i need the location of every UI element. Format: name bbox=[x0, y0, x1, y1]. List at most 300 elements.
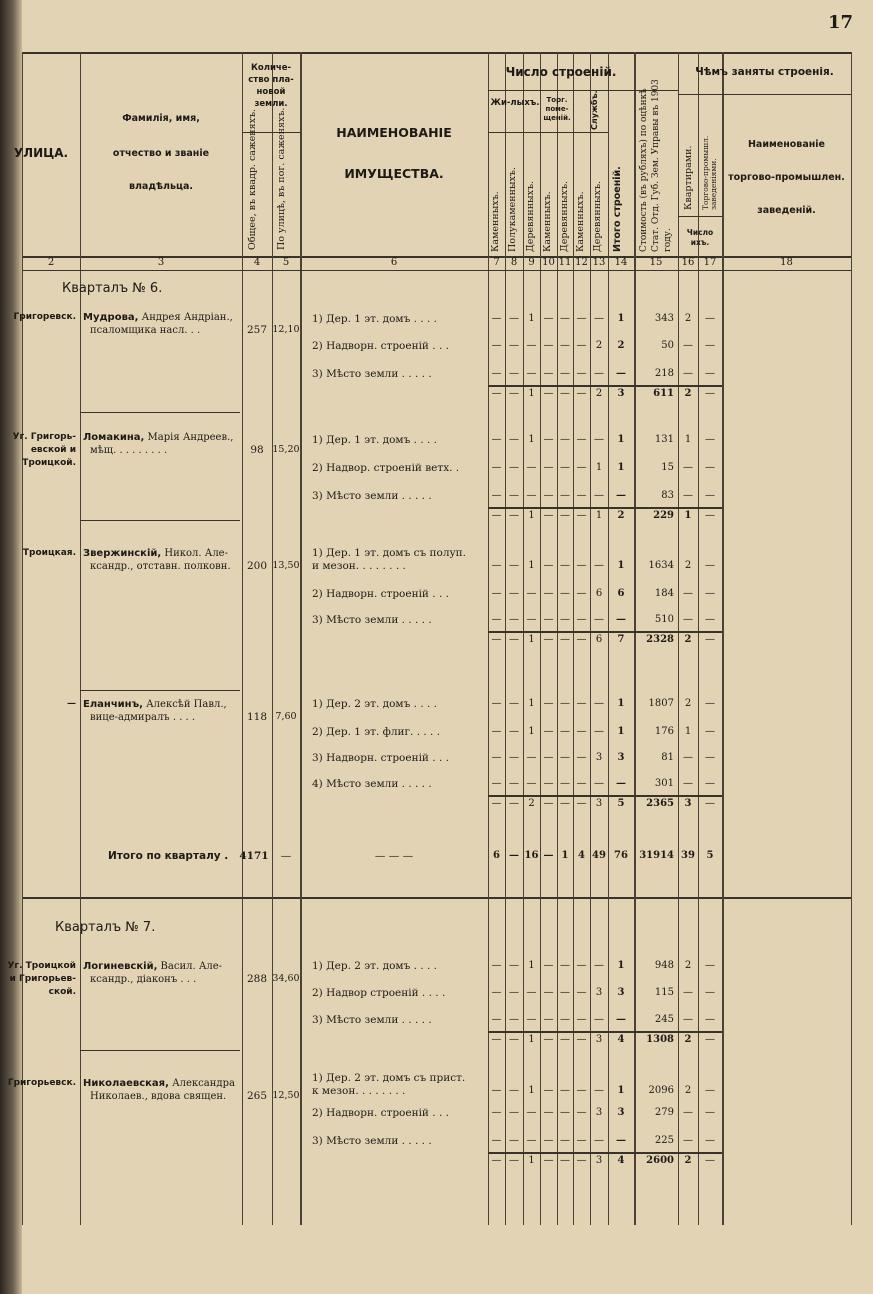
building-count: — bbox=[560, 1107, 570, 1118]
building-count: — bbox=[594, 490, 604, 501]
building-count: 2 bbox=[595, 340, 603, 351]
property-header-l2: ИМУЩЕСТВА. bbox=[344, 166, 444, 181]
trade-inst-count: — bbox=[705, 960, 715, 971]
building-count: 3 bbox=[595, 798, 603, 809]
building-count: — bbox=[526, 778, 537, 789]
building-count: — bbox=[560, 726, 570, 737]
building-count: — bbox=[576, 560, 587, 571]
trade-inst-count: — bbox=[705, 560, 715, 571]
property-value: 50 bbox=[661, 340, 674, 351]
building-count: — bbox=[543, 987, 554, 998]
street-length: 12,10 bbox=[272, 324, 300, 335]
column-number: 18 bbox=[780, 257, 793, 268]
owner-title: Николаев., вдова священ. bbox=[90, 1091, 227, 1102]
apartments-count: — bbox=[683, 778, 693, 789]
owner-name bbox=[83, 960, 241, 973]
building-count: — bbox=[576, 490, 587, 501]
total-buildings: — bbox=[616, 490, 626, 501]
land-total: 200 bbox=[246, 560, 268, 572]
apartments-count: — bbox=[683, 1014, 693, 1025]
property-value: 115 bbox=[654, 987, 674, 998]
building-count: — bbox=[594, 960, 604, 971]
book-spine bbox=[0, 0, 22, 1294]
property-label: 3) Мѣсто земли . . . . . bbox=[312, 368, 432, 380]
total-buildings: 3 bbox=[617, 1107, 625, 1118]
building-count: — bbox=[576, 510, 587, 521]
column-line bbox=[851, 52, 852, 1225]
owner-given-name: Марія Андреев., bbox=[144, 432, 234, 443]
total-buildings: 1 bbox=[617, 698, 625, 709]
building-count: — bbox=[576, 368, 587, 379]
property-value: 948 bbox=[654, 960, 674, 971]
building-count: — bbox=[526, 490, 537, 501]
building-count: — bbox=[491, 1135, 502, 1146]
owner-given-name: Никол. Але- bbox=[161, 548, 228, 559]
column-number: 4 bbox=[253, 257, 261, 268]
building-count: — bbox=[543, 726, 554, 737]
property-value: 229 bbox=[653, 510, 674, 521]
building-count: — bbox=[491, 388, 502, 399]
building-count: — bbox=[594, 1014, 604, 1025]
building-count: 1 bbox=[595, 462, 603, 473]
building-type-header: Деревянныхъ. bbox=[592, 180, 603, 252]
street-length: 34,60 bbox=[272, 973, 300, 984]
column-line bbox=[300, 52, 302, 1225]
building-count: — bbox=[509, 698, 519, 709]
total-buildings: — bbox=[616, 614, 626, 625]
property-label: 3) Мѣсто земли . . . . . bbox=[312, 614, 432, 626]
quarter-total-count: — bbox=[543, 850, 554, 861]
trade-inst-count: — bbox=[705, 313, 715, 324]
building-count: — bbox=[509, 1135, 519, 1146]
owner-street: — bbox=[67, 699, 76, 709]
quarter-total-count: — bbox=[509, 850, 519, 861]
building-count: — bbox=[543, 560, 554, 571]
building-count: — bbox=[509, 614, 519, 625]
column-number: 9 bbox=[528, 257, 535, 268]
building-count: — bbox=[576, 614, 587, 625]
quarter-total-property: — — — bbox=[374, 850, 414, 862]
trade-inst-header: Торгово-промышл. заведеніями. bbox=[701, 135, 718, 210]
rule-line bbox=[678, 216, 722, 217]
property-label-cont: и мезон. . . . . . . . bbox=[312, 560, 406, 572]
property-value: 15 bbox=[661, 462, 674, 473]
building-count: — bbox=[491, 778, 502, 789]
building-count: — bbox=[543, 798, 554, 809]
apartments-count: — bbox=[683, 490, 693, 501]
column-number: 10 bbox=[542, 257, 555, 268]
apartments-count: — bbox=[683, 588, 693, 599]
building-type-header: Деревянныхъ. bbox=[525, 180, 536, 252]
building-count: — bbox=[526, 987, 537, 998]
building-count: — bbox=[543, 778, 554, 789]
trade-inst-count: — bbox=[705, 434, 715, 445]
owner-street: евской и bbox=[30, 445, 76, 455]
land-street-header: По улицѣ, въ пог. саженяхъ. bbox=[276, 107, 287, 250]
owner-title: мѣщ. . . . . . . . . bbox=[90, 445, 168, 456]
land-qty-header: Количе-ство пла-новой земли. bbox=[248, 63, 294, 109]
owner-header-l2: отчество и званіе bbox=[112, 148, 210, 159]
building-count: — bbox=[491, 340, 502, 351]
building-count: — bbox=[491, 1014, 502, 1025]
enterprise-header-l2: торгово-промышлен. bbox=[728, 172, 845, 183]
property-value: 131 bbox=[654, 434, 674, 445]
total-buildings: 7 bbox=[617, 634, 625, 645]
trade-inst-count: — bbox=[705, 698, 715, 709]
building-count: — bbox=[560, 510, 570, 521]
trade-inst-count: — bbox=[705, 1085, 715, 1096]
trade-inst-count: — bbox=[705, 340, 715, 351]
column-line bbox=[272, 52, 273, 1225]
property-value: 2328 bbox=[646, 634, 674, 645]
column-number: 14 bbox=[614, 257, 628, 268]
building-count: — bbox=[560, 698, 570, 709]
trade-inst-count: — bbox=[705, 1034, 715, 1045]
rule-line bbox=[488, 132, 608, 133]
total-buildings: 5 bbox=[617, 798, 625, 809]
owner-street: и Григорьев- bbox=[9, 974, 76, 984]
trade-inst-count: — bbox=[705, 614, 715, 625]
trade-inst-count: — bbox=[705, 588, 715, 599]
land-total: 118 bbox=[246, 711, 268, 723]
trade-inst-count: — bbox=[705, 798, 715, 809]
owner-surname: Звержинскій, bbox=[83, 548, 162, 559]
building-count: — bbox=[594, 698, 604, 709]
building-count: — bbox=[543, 1014, 554, 1025]
column-line bbox=[242, 52, 243, 1225]
trade-inst-count: — bbox=[705, 388, 715, 399]
building-type-header: Полукаменныхъ. bbox=[507, 167, 518, 252]
owner-given-name: Андрея Андріан., bbox=[138, 312, 233, 323]
street-header: УЛИЦА. bbox=[13, 146, 69, 160]
column-number: 8 bbox=[510, 257, 518, 268]
street-length: 15,20 bbox=[272, 444, 300, 455]
property-value: 611 bbox=[653, 388, 674, 399]
street-length: 13,50 bbox=[272, 560, 300, 571]
column-line bbox=[722, 52, 724, 1225]
building-count: — bbox=[526, 1135, 537, 1146]
building-count: — bbox=[543, 368, 554, 379]
building-count: 1 bbox=[528, 510, 535, 521]
building-count: — bbox=[576, 1085, 587, 1096]
building-count: 3 bbox=[595, 1034, 603, 1045]
building-count: — bbox=[509, 490, 519, 501]
building-count: 2 bbox=[595, 388, 603, 399]
building-count: 1 bbox=[528, 960, 535, 971]
building-count: — bbox=[560, 462, 570, 473]
column-number: 16 bbox=[681, 257, 695, 268]
building-count: — bbox=[543, 698, 554, 709]
apartments-count: 2 bbox=[684, 1155, 692, 1166]
property-value: 2600 bbox=[646, 1155, 674, 1166]
building-count: 1 bbox=[528, 388, 535, 399]
building-count: — bbox=[576, 960, 587, 971]
property-value: 510 bbox=[654, 614, 674, 625]
building-count: — bbox=[491, 1034, 502, 1045]
rule-line bbox=[80, 520, 240, 521]
building-count: — bbox=[491, 1085, 502, 1096]
building-count: — bbox=[491, 368, 502, 379]
building-count: — bbox=[560, 1014, 570, 1025]
building-type-header: Каменныхъ. bbox=[575, 191, 586, 252]
owner-surname: Николаевская, bbox=[83, 1078, 169, 1089]
property-label: 3) Мѣсто земли . . . . . bbox=[312, 1014, 432, 1026]
building-count: — bbox=[509, 1085, 519, 1096]
owner-street: Уг. Григорь- bbox=[12, 432, 76, 442]
property-label: 2) Надворн. строеній . . . bbox=[312, 1107, 449, 1119]
building-count: — bbox=[526, 588, 537, 599]
building-count: 1 bbox=[528, 1085, 535, 1096]
property-value: 343 bbox=[654, 313, 674, 324]
building-count: — bbox=[594, 313, 604, 324]
building-count: — bbox=[560, 340, 570, 351]
column-number: 3 bbox=[157, 257, 165, 268]
building-count: — bbox=[560, 634, 570, 645]
rule-line bbox=[22, 270, 851, 271]
building-count: — bbox=[509, 560, 519, 571]
apartments-count: 3 bbox=[684, 798, 692, 809]
total-buildings: 1 bbox=[617, 462, 625, 473]
building-count: — bbox=[560, 490, 570, 501]
building-count: — bbox=[560, 313, 570, 324]
owner-given-name: Александра bbox=[168, 1078, 235, 1089]
building-count: — bbox=[509, 462, 519, 473]
building-count: — bbox=[594, 726, 604, 737]
property-label: 1) Дер. 2 эт. домъ съ прист. bbox=[312, 1072, 466, 1084]
building-type-header: Каменныхъ. bbox=[490, 191, 501, 252]
trade-inst-count: — bbox=[705, 1155, 715, 1166]
owner-street: Троицкая. bbox=[22, 548, 76, 558]
property-label-cont: к мезон. . . . . . . . bbox=[312, 1085, 406, 1097]
building-count: — bbox=[576, 588, 587, 599]
building-count: 3 bbox=[595, 987, 603, 998]
quarter-total-count: 16 bbox=[524, 850, 539, 861]
building-count: 1 bbox=[528, 1155, 535, 1166]
building-count: — bbox=[560, 960, 570, 971]
column-number: 12 bbox=[575, 257, 588, 268]
building-count: — bbox=[509, 634, 519, 645]
trade-inst-count: — bbox=[705, 490, 715, 501]
building-count: — bbox=[509, 1014, 519, 1025]
quarter-total-count: 49 bbox=[592, 850, 606, 861]
owner-street: Григоревск. bbox=[13, 312, 76, 322]
building-count: — bbox=[509, 987, 519, 998]
building-count: — bbox=[543, 614, 554, 625]
property-value: 225 bbox=[654, 1135, 674, 1146]
property-label: 3) Мѣсто земли . . . . . bbox=[312, 490, 432, 502]
column-number: 15 bbox=[649, 257, 663, 268]
property-value: 81 bbox=[661, 752, 674, 763]
total-buildings: — bbox=[616, 778, 626, 789]
owner-name bbox=[83, 547, 241, 560]
owner-title: вице-адмиралъ . . . . bbox=[90, 712, 196, 723]
building-count: — bbox=[543, 588, 554, 599]
buildings-header: Число строеній. bbox=[505, 65, 617, 79]
building-count: — bbox=[576, 313, 587, 324]
street-length: 12,50 bbox=[272, 1090, 300, 1101]
count-header: Число ихъ. bbox=[686, 228, 714, 247]
apartments-count: 2 bbox=[684, 1034, 692, 1045]
building-count: — bbox=[560, 388, 570, 399]
building-count: — bbox=[509, 1107, 519, 1118]
building-count: — bbox=[543, 752, 554, 763]
column-number: 2 bbox=[47, 257, 55, 268]
building-count: — bbox=[526, 462, 537, 473]
property-label: 3) Мѣсто земли . . . . . bbox=[312, 1135, 432, 1147]
property-label: 1) Дер. 1 эт. домъ . . . . bbox=[312, 313, 437, 325]
property-value: 279 bbox=[654, 1107, 674, 1118]
building-count: — bbox=[491, 798, 502, 809]
column-number: 6 bbox=[390, 257, 398, 268]
total-buildings: 1 bbox=[617, 1085, 625, 1096]
trade-inst-count: — bbox=[705, 1014, 715, 1025]
column-number: 11 bbox=[558, 257, 572, 268]
apartments-count: 2 bbox=[684, 698, 692, 709]
building-count: — bbox=[594, 368, 604, 379]
property-label: 1) Дер. 1 эт. домъ . . . . bbox=[312, 434, 437, 446]
total-buildings: 2 bbox=[617, 340, 625, 351]
column-number: 7 bbox=[493, 257, 500, 268]
quarter-total-inst: 5 bbox=[706, 850, 714, 861]
building-count: 3 bbox=[595, 1107, 603, 1118]
rule-line bbox=[22, 897, 851, 899]
building-count: — bbox=[576, 462, 587, 473]
quarter-total-count: 1 bbox=[561, 850, 569, 861]
building-count: — bbox=[576, 1034, 587, 1045]
building-count: — bbox=[560, 368, 570, 379]
owner-street: Троицкой. bbox=[22, 458, 76, 468]
trade-inst-count: — bbox=[705, 726, 715, 737]
building-count: — bbox=[491, 960, 502, 971]
property-label: 2) Надвор строеній . . . . bbox=[312, 987, 446, 999]
property-value: 1308 bbox=[646, 1034, 674, 1045]
building-count: 2 bbox=[528, 798, 535, 809]
total-buildings: 6 bbox=[617, 588, 625, 599]
total-buildings: — bbox=[616, 368, 626, 379]
property-label: 2) Надворн. строеній . . . bbox=[312, 588, 449, 600]
building-count: — bbox=[560, 614, 570, 625]
trade-inst-count: — bbox=[705, 510, 715, 521]
building-count: — bbox=[560, 560, 570, 571]
land-total: 98 bbox=[250, 444, 264, 456]
land-total: 257 bbox=[246, 324, 268, 336]
building-count: — bbox=[560, 798, 570, 809]
owner-name bbox=[83, 311, 241, 324]
building-count: — bbox=[526, 340, 537, 351]
property-value: 1807 bbox=[648, 698, 674, 709]
building-count: — bbox=[509, 510, 519, 521]
property-label: 3) Надворн. строеній . . . bbox=[312, 752, 449, 764]
owner-street: Григорьевск. bbox=[7, 1078, 76, 1088]
building-count: — bbox=[509, 434, 519, 445]
building-count: 3 bbox=[595, 752, 603, 763]
building-count: — bbox=[576, 1135, 587, 1146]
property-label: 1) Дер. 1 эт. домъ съ полуп. bbox=[312, 547, 467, 559]
building-count: — bbox=[491, 752, 502, 763]
building-count: 1 bbox=[528, 1034, 535, 1045]
building-count: 6 bbox=[595, 634, 603, 645]
building-count: — bbox=[543, 960, 554, 971]
apartments-count: 2 bbox=[684, 960, 692, 971]
building-count: — bbox=[491, 313, 502, 324]
quarter-6-title: Кварталъ № 6. bbox=[62, 281, 163, 296]
owner-name bbox=[83, 431, 241, 444]
building-type-header: Каменныхъ. bbox=[542, 191, 553, 252]
building-count: — bbox=[543, 634, 554, 645]
column-number: 13 bbox=[592, 257, 606, 268]
service-header: Службъ. bbox=[590, 90, 599, 130]
quarter-total-label: Итого по кварталу . bbox=[108, 850, 229, 862]
total-buildings: 1 bbox=[617, 960, 625, 971]
building-count: — bbox=[491, 614, 502, 625]
total-buildings: 4 bbox=[617, 1034, 625, 1045]
property-label: 4) Мѣсто земли . . . . . bbox=[312, 778, 432, 790]
building-count: — bbox=[526, 614, 537, 625]
building-count: — bbox=[576, 798, 587, 809]
building-count: 1 bbox=[528, 560, 535, 571]
total-buildings: 3 bbox=[617, 388, 625, 399]
building-count: — bbox=[560, 778, 570, 789]
building-count: — bbox=[509, 1155, 519, 1166]
apartments-count: 1 bbox=[684, 434, 692, 445]
building-count: — bbox=[576, 1155, 587, 1166]
trade-inst-count: — bbox=[705, 987, 715, 998]
building-count: — bbox=[576, 987, 587, 998]
column-number: 17 bbox=[703, 257, 717, 268]
apartments-count: — bbox=[683, 614, 693, 625]
trade-inst-count: — bbox=[705, 1135, 715, 1146]
owner-surname: Ломакина, bbox=[83, 432, 145, 443]
apartments-count: — bbox=[683, 368, 693, 379]
building-count: — bbox=[509, 726, 519, 737]
rule-line bbox=[488, 1031, 722, 1033]
building-count: — bbox=[491, 1107, 502, 1118]
owner-title: ксандр., діаконъ . . . bbox=[90, 974, 197, 985]
rule-line bbox=[22, 52, 851, 54]
trade-inst-count: — bbox=[705, 634, 715, 645]
total-buildings: — bbox=[616, 1135, 626, 1146]
total-buildings: — bbox=[616, 1014, 626, 1025]
building-count: — bbox=[543, 462, 554, 473]
building-count: 1 bbox=[528, 313, 535, 324]
building-count: — bbox=[543, 1135, 554, 1146]
building-count: — bbox=[543, 1155, 554, 1166]
quarter-total-apartments: 39 bbox=[681, 850, 695, 861]
building-count: — bbox=[491, 462, 502, 473]
owner-title: псаломщика насл. . . bbox=[90, 325, 201, 336]
property-label: 1) Дер. 2 эт. домъ . . . . bbox=[312, 698, 437, 710]
building-count: — bbox=[509, 960, 519, 971]
building-count: 1 bbox=[528, 434, 535, 445]
enterprise-header-l3: заведеній. bbox=[757, 205, 816, 216]
apartments-count: — bbox=[683, 1107, 693, 1118]
trade-inst-count: — bbox=[705, 778, 715, 789]
building-count: — bbox=[491, 634, 502, 645]
building-count: — bbox=[543, 434, 554, 445]
property-value: 184 bbox=[654, 588, 674, 599]
property-value: 2096 bbox=[648, 1085, 674, 1096]
apartments-count: — bbox=[683, 987, 693, 998]
owner-street: Уг. Троицкой bbox=[7, 961, 76, 971]
building-count: — bbox=[576, 726, 587, 737]
building-count: — bbox=[509, 588, 519, 599]
property-value: 301 bbox=[654, 778, 674, 789]
building-count: — bbox=[576, 1014, 587, 1025]
building-count: — bbox=[526, 1107, 537, 1118]
building-count: — bbox=[509, 1034, 519, 1045]
building-count: — bbox=[509, 368, 519, 379]
quarter-total-value: 31914 bbox=[639, 850, 674, 861]
